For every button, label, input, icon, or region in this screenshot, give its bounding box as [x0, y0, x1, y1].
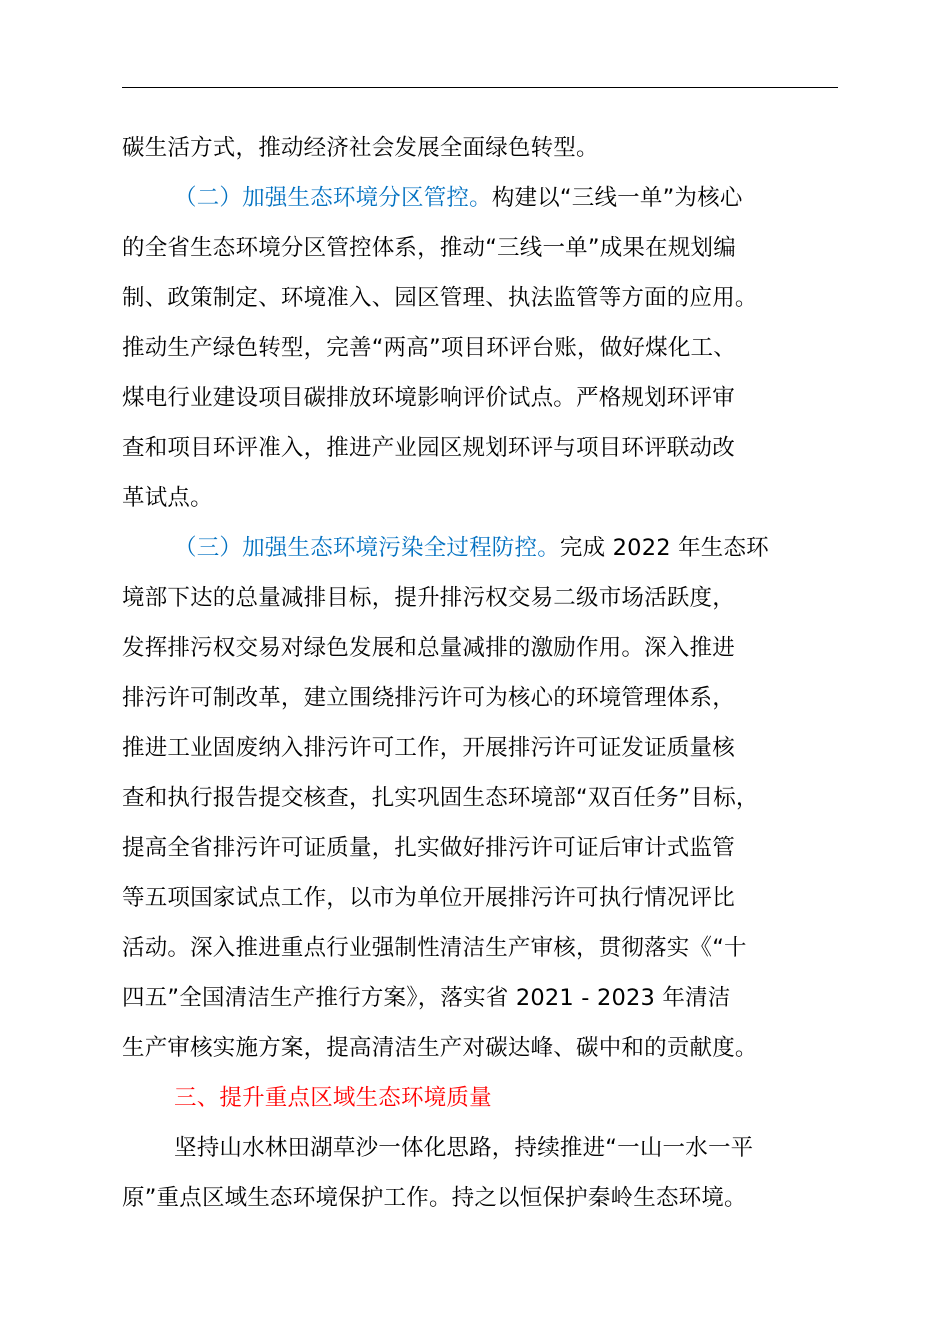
- paragraph-carbon-lifestyle: [122, 123, 838, 173]
- subheading-zoning-control: （二）加强生态环境分区管控。: [174, 185, 492, 211]
- paragraph-pollution-control: [122, 523, 838, 1073]
- text-line: 等五项国家试点工作，以市为单位开展排污许可执行情况评比: [122, 885, 735, 911]
- text-line: 制、政策制定、环境准入、园区管理、执法监管等方面的应用。: [122, 285, 758, 311]
- header-rule: [122, 87, 838, 88]
- text-line: 推动生产绿色转型，完善“两高”项目环评台账，做好煤化工、: [122, 335, 736, 361]
- document-body: [122, 123, 838, 1223]
- text-line: 生产审核实施方案，提高清洁生产对碳达峰、碳中和的贡献度。: [122, 1035, 758, 1061]
- subheading-pollution-control: （三）加强生态环境污染全过程防控。: [174, 535, 560, 561]
- text-line: 查和项目环评准入，推进产业园区规划环评与项目环评联动改: [122, 435, 735, 461]
- text-line: 革试点。: [122, 485, 213, 511]
- text-line: 排污许可制改革，建立围绕排污许可为核心的环境管理体系，: [122, 685, 735, 711]
- text-line: [122, 173, 838, 223]
- text-line: 四五”全国清洁生产推行方案》，落实省 2021 - 2023 年清洁: [122, 985, 731, 1011]
- text-run: 构建以“三线一单”为核心: [491, 185, 743, 211]
- paragraph-integrated-protection: [122, 1123, 838, 1223]
- text-line: 煤电行业建设项目碳排放环境影响评价试点。严格规划环评审: [122, 385, 735, 411]
- text-line: 发挥排污权交易对绿色发展和总量减排的激励作用。深入推进: [122, 635, 735, 661]
- text-line: 原”重点区域生态环境保护工作。持之以恒保护秦岭生态环境。: [122, 1185, 747, 1211]
- text-line: 查和执行报告提交核查，扎实巩固生态环境部“双百任务”目标，: [122, 785, 759, 811]
- text-line: 推进工业固废纳入排污许可工作，开展排污许可证发证质量核: [122, 735, 735, 761]
- text-line: 境部下达的总量减排目标，提升排污权交易二级市场活跃度，: [122, 585, 735, 611]
- section-title: 三、提升重点区域生态环境质量: [174, 1085, 492, 1111]
- text-line: 活动。深入推进重点行业强制性清洁生产审核，贯彻落实《“十: [122, 935, 747, 961]
- paragraph-zoning-control: [122, 173, 838, 523]
- text-line: 碳生活方式，推动经济社会发展全面绿色转型。: [122, 135, 599, 161]
- text-line: [122, 523, 838, 573]
- text-line: 坚持山水林田湖草沙一体化思路，持续推进“一山一水一平: [174, 1135, 754, 1161]
- text-line: 的全省生态环境分区管控体系，推动“三线一单”成果在规划编: [122, 235, 736, 261]
- text-run: 完成 2022 年生态环: [559, 535, 769, 561]
- text-line: 提高全省排污许可证质量，扎实做好排污许可证后审计式监管: [122, 835, 735, 861]
- section-heading-regional-quality: [122, 1073, 838, 1123]
